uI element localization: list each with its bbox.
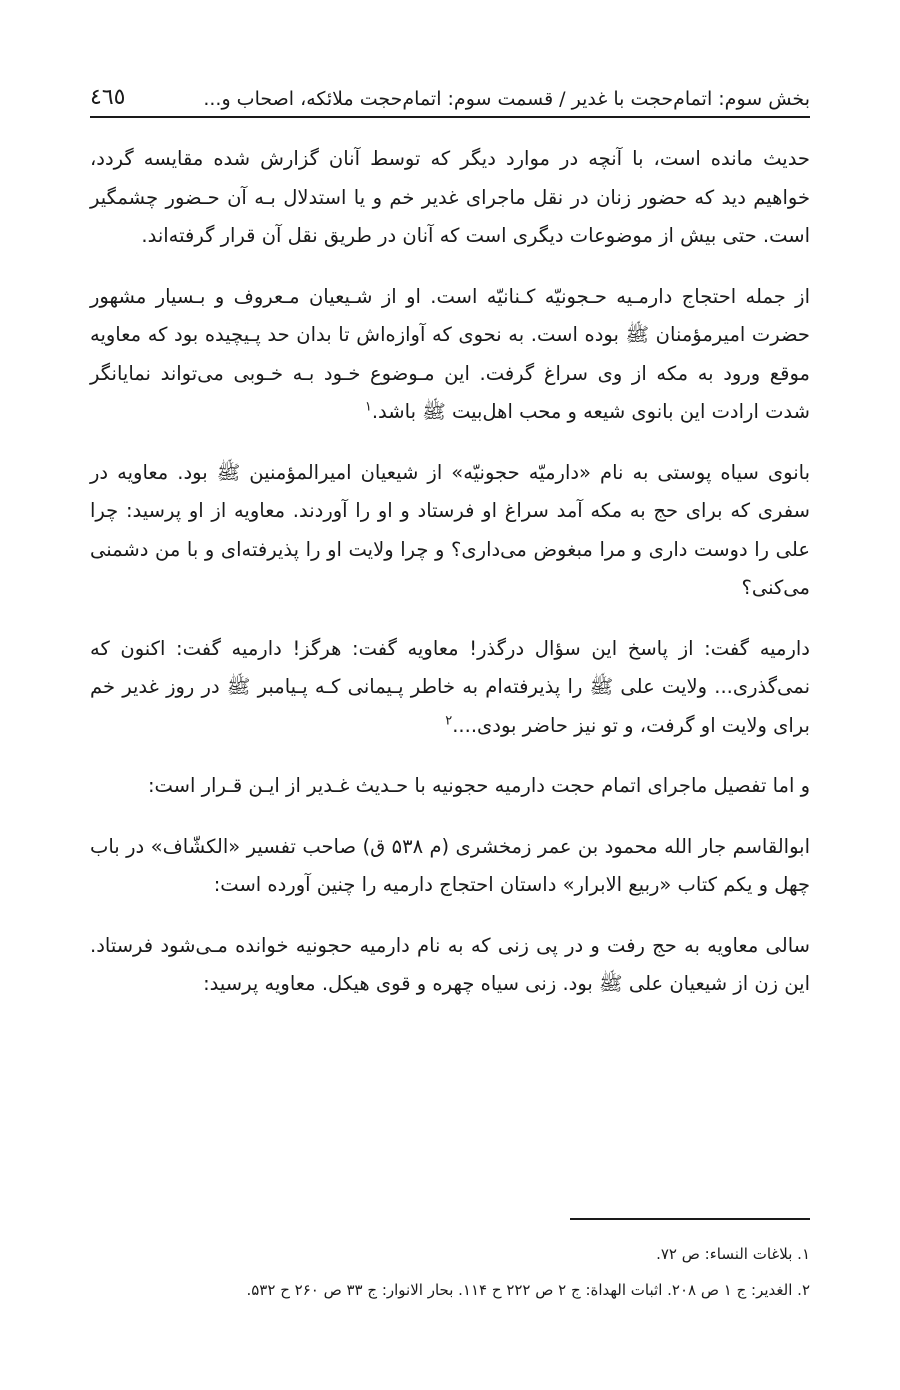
section-title: بخش سوم: اتمام‌حجت با غدیر / قسمت سوم: اتمام‌حجت ملائکه، اصحاب و... bbox=[203, 88, 810, 110]
paragraph-2: از جمله احتجاج دارمـیه حـجونیّه کـنانیّه است. او از شـیعیان مـعروف و بـسیار مشهور حضرت امیرمؤمنان ﷺ بوده است. به نحوی که آوازه‌اش تا بدان حد پـیچیده بود که معاویه موقع ورود به مکه از وی سراغ گرفت. این مـوضوع خـود بـه خـوبی می‌تواند نمایانگر شدت ارادت این بانوی شیعه و محب اهل‌بیت ﷺ باشد.$^١$ bbox=[90, 284, 810, 423]
paragraph-5: و اما تفصیل ماجرای اتمام حجت دارمیه حجونیه با حـدیث غـدیر از ایـن قـرار است: bbox=[147, 774, 810, 797]
footnote-ref-2[interactable]: ٢ bbox=[445, 713, 453, 728]
footnote-1: ١. بلاغات النساء: ص ٧٢. bbox=[656, 1245, 810, 1263]
footnotes bbox=[90, 1236, 810, 1308]
paragraph-3: بانوی سیاه پوستی به نام «دارمیّه حجونیّه» از شیعیان امیرالمؤمنین ﷺ بود. معاویه در سفری که برای حج به مکه آمد سراغ او فرستاد و او را آوردند. معاویه از او پرسید: چرا علی را دوست داری و مرا مبغوض می‌داری؟ و چرا ولایت او را پذیرفته‌ای و با من دشمنی می‌کنی؟ bbox=[90, 460, 810, 599]
paragraph-1: حدیث مانده است، با آنچه در موارد دیگر که توسط آنان گزارش شده مقایسه گردد، خواهیم دید که حضور زنان در نقل ماجرای غدیر خم و یا استدلال بـه آن حـضور چشمگیر است. حتی بیش از موضوعات دیگری است که آنان در طریق نقل آن قرار گرفته‌اند. bbox=[90, 147, 810, 247]
book-page bbox=[90, 0, 810, 1390]
page-number: ٤٦٥ bbox=[90, 85, 126, 110]
paragraph-4: دارمیه گفت: از پاسخ این سؤال درگذر! معاویه گفت: هرگز! دارمیه گفت: اکنون که نمی‌گذری... ولایت علی ﷺ را پذیرفته‌ام به خاطر پـیمانی کـه پـیامبر ﷺ در روز غدیر خم برای ولایت او گرفت، و تو نیز حاضر بودی....$^٢$ bbox=[90, 636, 810, 737]
header-divider bbox=[90, 116, 810, 118]
paragraph-6: ابوالقاسم جار الله محمود بن عمر زمخشری (م ۵۳۸ ق) صاحب تفسیر «الکشّاف» در باب چهل و یکم کتاب «ربیع الابرار» داستان احتجاج دارمیه را چنین آورده است: bbox=[90, 834, 810, 896]
running-header bbox=[90, 70, 810, 110]
body-text bbox=[90, 140, 810, 1026]
footnote-2: ٢. الغدیر: ج ١ ص ٢٠٨. اثبات الهداة: ج ٢ ص ٢٢٢ ح ١١۴. بحار الانوار: ج ٣٣ ص ٢۶٠ ح ۵٣٢. bbox=[246, 1281, 810, 1299]
footnote-divider bbox=[570, 1218, 810, 1220]
paragraph-7: سالی معاویه به حج رفت و در پی زنی که به نام دارمیه حجونیه خوانده مـی‌شود فرستاد. این زن از شیعیان علی ﷺ بود. زنی سیاه چهره و قوی هیکل. معاویه پرسید: bbox=[90, 933, 810, 995]
footnote-ref-1[interactable]: ١ bbox=[364, 399, 372, 415]
